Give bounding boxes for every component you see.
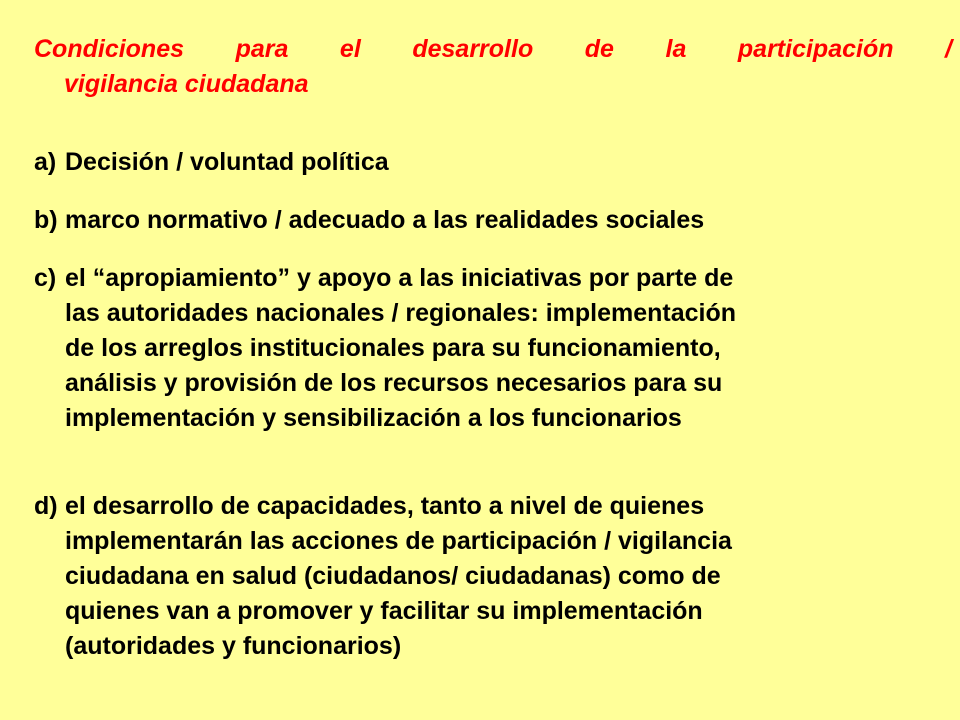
- list-item-a-text-1: Decisión / voluntad política: [65, 148, 389, 176]
- list-item-c-text-5: implementación y sensibilización a los funcionarios: [65, 404, 682, 432]
- list-item-c-text-3: de los arreglos institucionales para su funcionamiento,: [65, 334, 721, 362]
- list-item-d-text-1: el desarrollo de capacidades, tanto a nivel de quienes: [65, 492, 705, 520]
- list-item-b-line-1: [34, 203, 934, 238]
- slide-title-line-2: vigilancia ciudadana: [64, 70, 309, 98]
- list-item-d-text-3: ciudadana en salud (ciudadanos/ ciudadanas) como de: [65, 562, 721, 590]
- list-item-a: [34, 145, 934, 180]
- list-item-b-text-1: marco normativo / adecuado a las realidades sociales: [65, 206, 705, 234]
- list-item-c-text-1: el “apropiamiento” y apoyo a las iniciativas por parte de: [65, 264, 734, 292]
- list-item-d-text-2: implementarán las acciones de participación / vigilancia: [65, 527, 732, 555]
- list-item-c-text-4: análisis y provisión de los recursos necesarios para su: [65, 369, 723, 397]
- list-item-b-letter: b): [34, 206, 58, 234]
- list-item-d-line-1: [34, 489, 934, 524]
- list-item-c-text-2: las autoridades nacionales / regionales: implementación: [65, 299, 737, 327]
- list-item-a-line-1: [34, 145, 934, 180]
- slide-title-line-1: Condiciones para el desarrollo de la participación /: [34, 35, 952, 63]
- list-item-b: [34, 203, 934, 238]
- list-item-c-letter: c): [34, 264, 57, 292]
- list-item-d-letter: d): [34, 492, 58, 520]
- slide-title: [34, 32, 952, 102]
- list-item-a-letter: a): [34, 148, 57, 176]
- list-item-c-line-1: [34, 261, 934, 296]
- list-item-c: [34, 261, 934, 436]
- list-item-d-text-5: (autoridades y funcionarios): [65, 632, 402, 660]
- list-item-d-text-4: quienes van a promover y facilitar su implementación: [65, 597, 703, 625]
- list-item-d: [34, 489, 934, 664]
